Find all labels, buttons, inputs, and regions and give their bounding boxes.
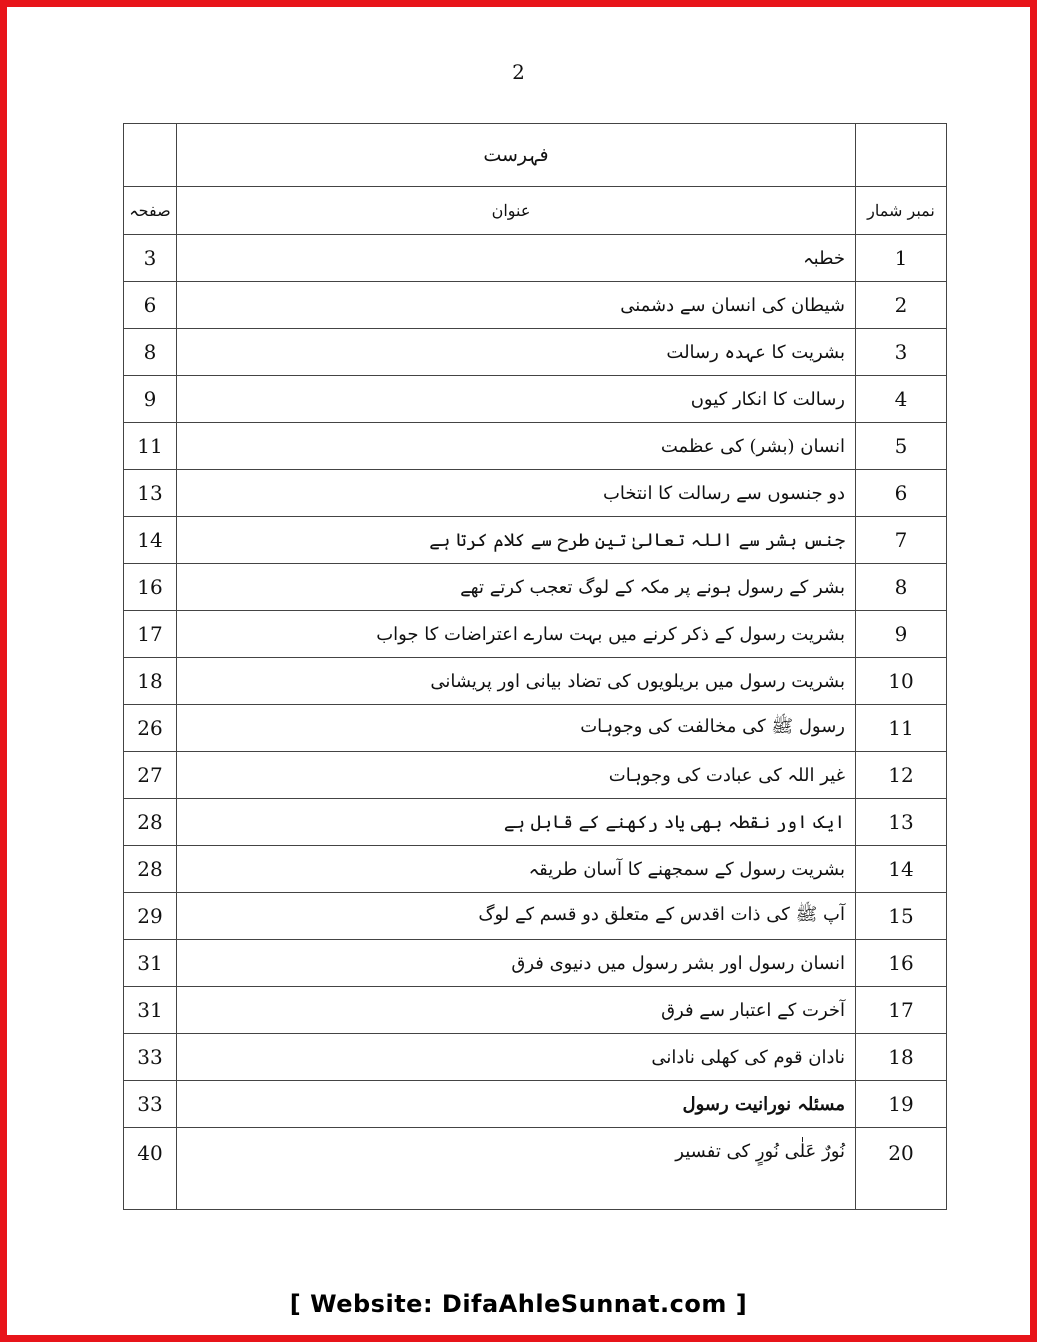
table-row [124, 658, 947, 705]
table-row [124, 611, 947, 658]
table-row [124, 705, 947, 752]
row-serial: 9 [856, 611, 947, 658]
row-page: 8 [124, 329, 177, 376]
table-row [124, 517, 947, 564]
table-row [124, 799, 947, 846]
row-title: نُورٌ عَلٰی نُورٍ کی تفسیر [177, 1128, 856, 1210]
table-row [124, 987, 947, 1034]
row-serial: 15 [856, 893, 947, 940]
table-row [124, 235, 947, 282]
table-row [124, 893, 947, 940]
row-page: 3 [124, 235, 177, 282]
row-serial: 2 [856, 282, 947, 329]
row-serial: 12 [856, 752, 947, 799]
row-serial: 18 [856, 1034, 947, 1081]
row-serial: 3 [856, 329, 947, 376]
row-title: ایک اور نقطہ بھی یاد رکھنے کے قابل ہے [177, 799, 856, 846]
table-heading-row [124, 124, 947, 187]
column-header-row [124, 187, 947, 235]
row-page: 11 [124, 423, 177, 470]
table-row [124, 1081, 947, 1128]
row-serial: 16 [856, 940, 947, 987]
row-serial: 10 [856, 658, 947, 705]
row-serial: 17 [856, 987, 947, 1034]
row-page: 17 [124, 611, 177, 658]
row-page: 14 [124, 517, 177, 564]
table-row [124, 329, 947, 376]
table-row [124, 1034, 947, 1081]
row-title: بشریت رسول کے ذکر کرنے میں بہت سارے اعتراضات کا جواب [177, 611, 856, 658]
row-serial: 1 [856, 235, 947, 282]
row-title: بشریت کا عہدہ رسالت [177, 329, 856, 376]
table-row [124, 282, 947, 329]
row-serial: 7 [856, 517, 947, 564]
row-title: دو جنسوں سے رسالت کا انتخاب [177, 470, 856, 517]
table-row [124, 1128, 947, 1210]
row-serial: 19 [856, 1081, 947, 1128]
serial-column-header: نمبر شمار [856, 187, 947, 235]
row-title: غیر اللہ کی عبادت کی وجوہات [177, 752, 856, 799]
row-serial: 5 [856, 423, 947, 470]
row-page: 26 [124, 705, 177, 752]
row-page: 9 [124, 376, 177, 423]
page-number: 2 [512, 60, 525, 84]
row-serial: 20 [856, 1128, 947, 1210]
row-page: 31 [124, 987, 177, 1034]
row-title: رسالت کا انکار کیوں [177, 376, 856, 423]
row-page: 27 [124, 752, 177, 799]
row-page: 28 [124, 846, 177, 893]
row-serial: 14 [856, 846, 947, 893]
row-page: 29 [124, 893, 177, 940]
row-page: 13 [124, 470, 177, 517]
row-page: 18 [124, 658, 177, 705]
row-title: بشر کے رسول ہونے پر مکہ کے لوگ تعجب کرتے تھے [177, 564, 856, 611]
heading-empty-cell-left [124, 124, 177, 187]
row-page: 6 [124, 282, 177, 329]
table-row [124, 940, 947, 987]
table-row [124, 846, 947, 893]
row-page: 31 [124, 940, 177, 987]
table-row [124, 376, 947, 423]
table-row [124, 470, 947, 517]
title-column-header: عنوان [177, 187, 856, 235]
row-title: رسول ﷺ کی مخالفت کی وجوہات [177, 705, 856, 752]
table-row [124, 423, 947, 470]
row-title: بشریت رسول میں بریلویوں کی تضاد بیانی اور پریشانی [177, 658, 856, 705]
page-column-header: صفحہ [124, 187, 177, 235]
row-title: مسئلہ نورانیت رسول [177, 1081, 856, 1128]
row-page: 40 [124, 1128, 177, 1210]
row-title: آخرت کے اعتبار سے فرق [177, 987, 856, 1034]
table-row [124, 752, 947, 799]
row-title: انسان رسول اور بشر رسول میں دنیوی فرق [177, 940, 856, 987]
row-title: بشریت رسول کے سمجھنے کا آسان طریقہ [177, 846, 856, 893]
row-serial: 6 [856, 470, 947, 517]
contents-table [123, 123, 947, 1210]
table-row [124, 564, 947, 611]
row-serial: 13 [856, 799, 947, 846]
website-footer: [ Website: DifaAhleSunnat.com ] [289, 1290, 748, 1318]
row-title: خطبہ [177, 235, 856, 282]
row-serial: 11 [856, 705, 947, 752]
row-title: آپ ﷺ کی ذات اقدس کے متعلق دو قسم کے لوگ [177, 893, 856, 940]
row-serial: 8 [856, 564, 947, 611]
row-page: 33 [124, 1034, 177, 1081]
row-page: 16 [124, 564, 177, 611]
row-title: شیطان کی انسان سے دشمنی [177, 282, 856, 329]
row-serial: 4 [856, 376, 947, 423]
row-title: انسان (بشر) کی عظمت [177, 423, 856, 470]
contents-heading: فہرست [177, 124, 856, 187]
row-title: نادان قوم کی کھلی نادانی [177, 1034, 856, 1081]
row-page: 28 [124, 799, 177, 846]
row-page: 33 [124, 1081, 177, 1128]
row-title: جنس بشر سے اللہ تعالیٰ تین طرح سے کلام کرتا ہے [177, 517, 856, 564]
heading-empty-cell-right [856, 124, 947, 187]
